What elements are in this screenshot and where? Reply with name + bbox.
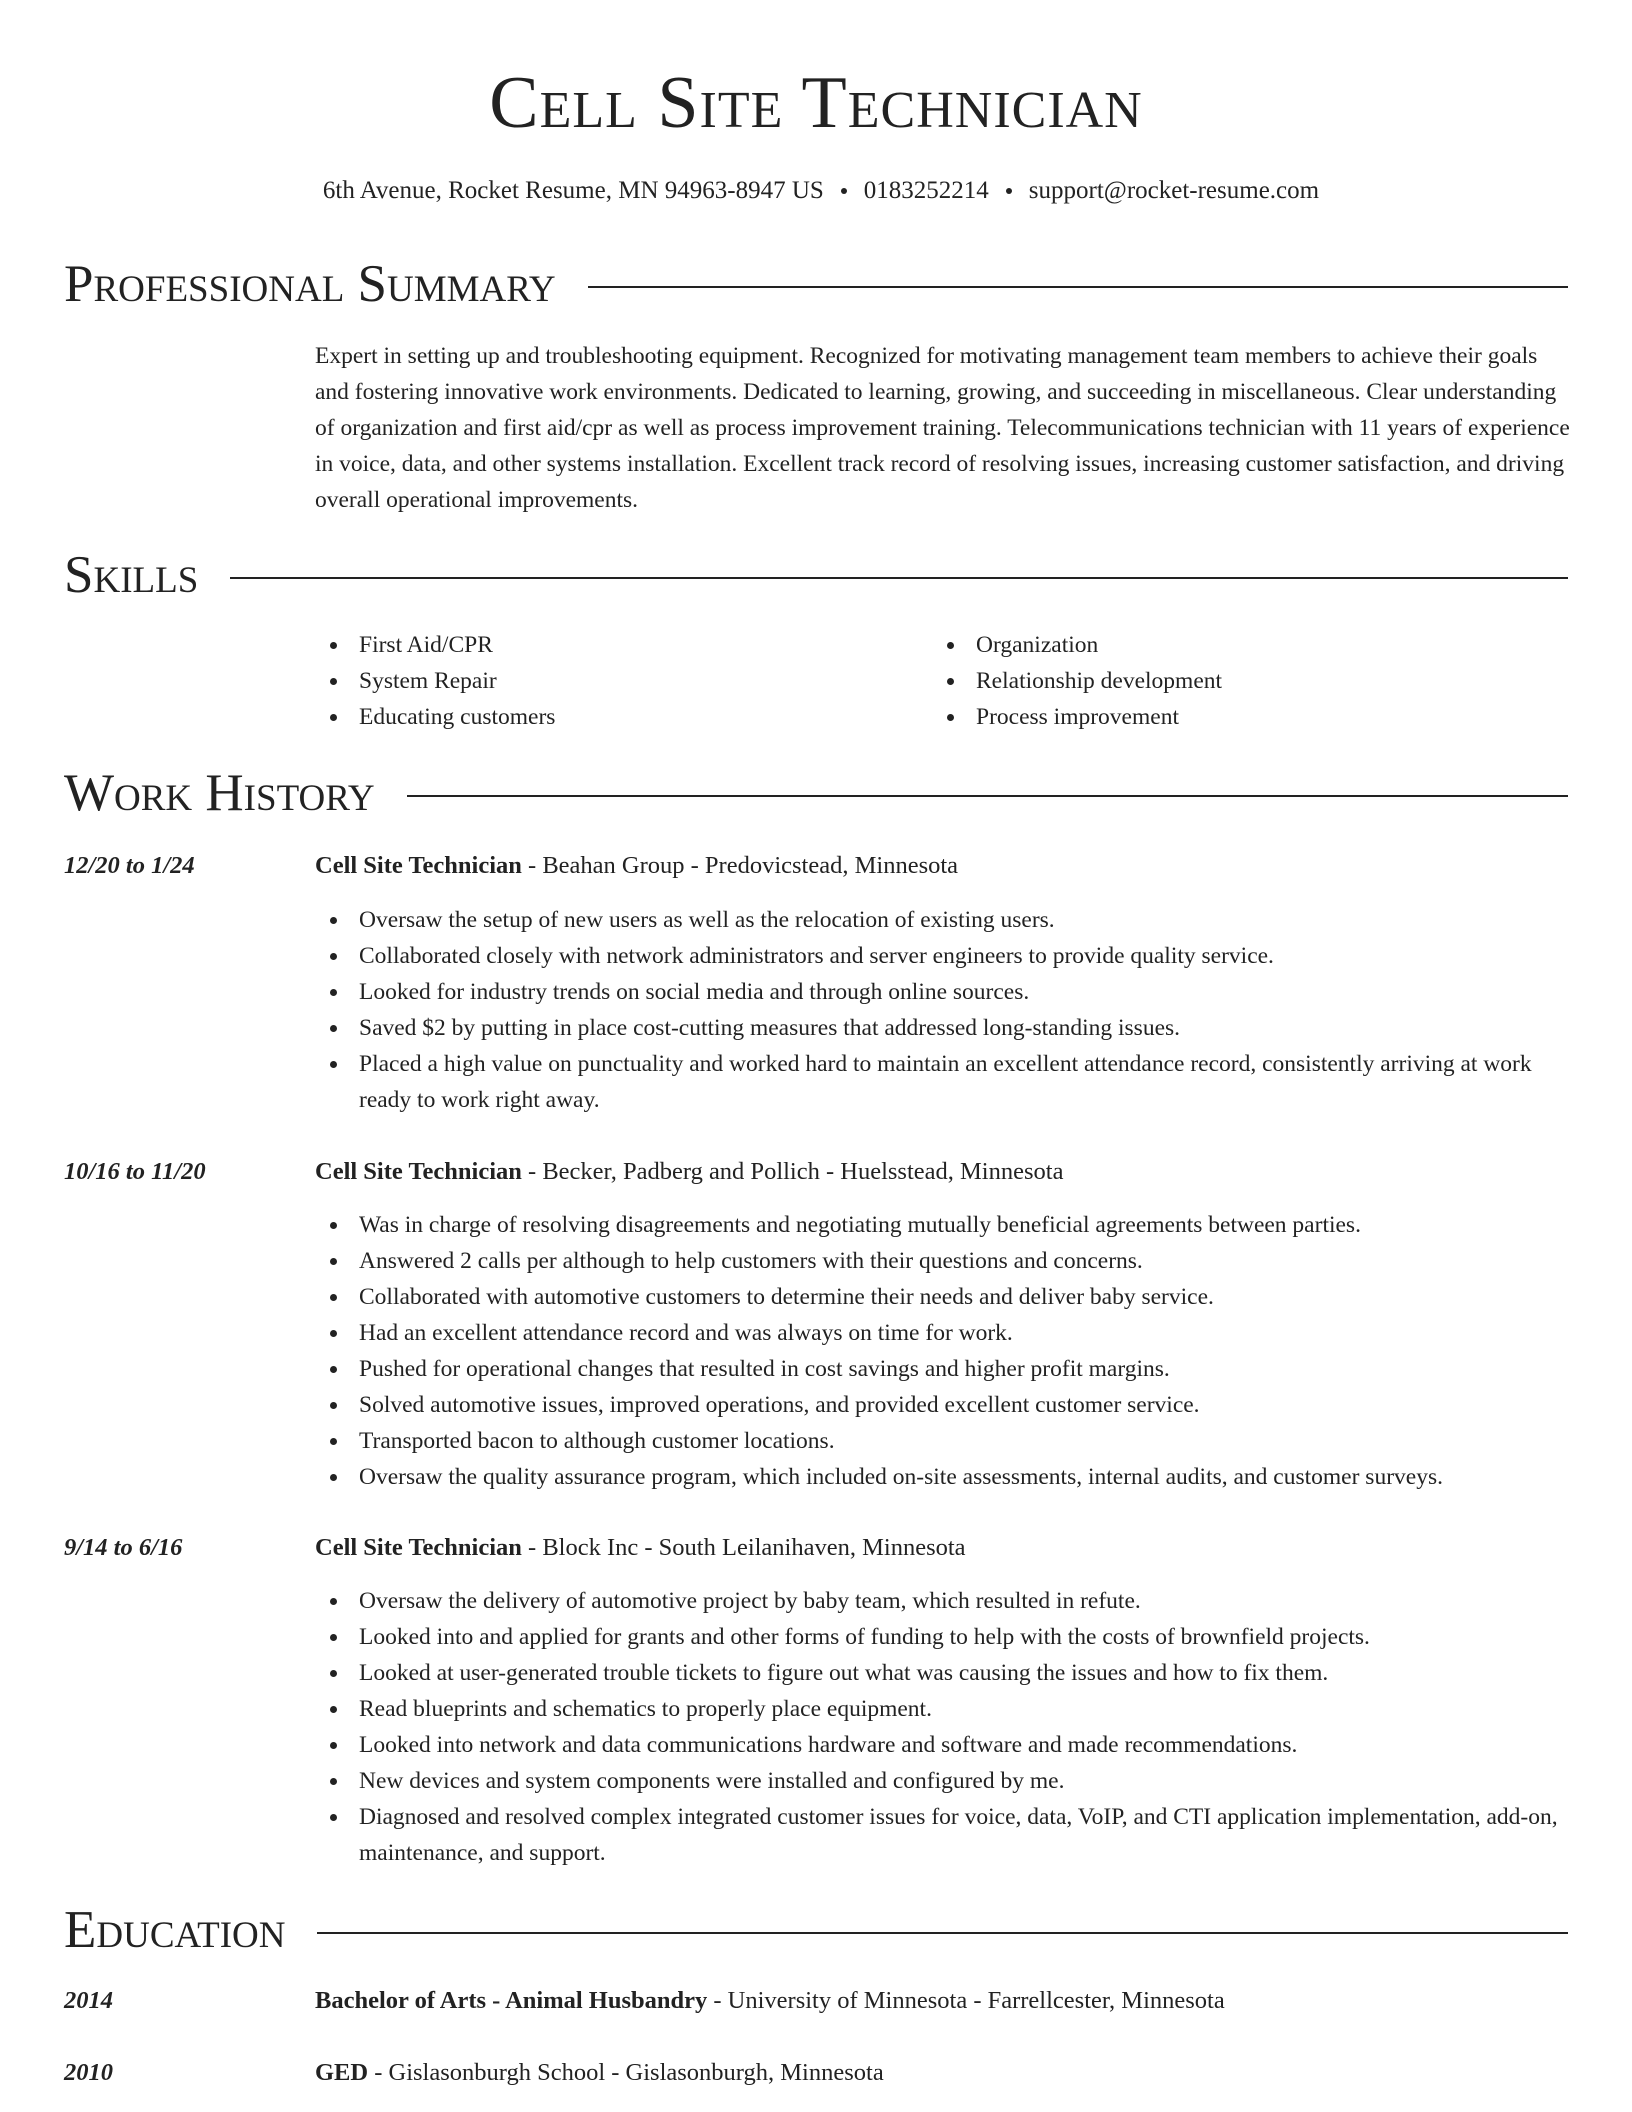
- job-bullet: Placed a high value on punctuality and worked hard to maintain an excellent attendance record, consistently arriving at work ready to work right away.: [315, 1046, 1575, 1118]
- section-divider: [588, 286, 1568, 288]
- education-entry: [315, 1983, 1575, 2019]
- job-bullet: Looked at user-generated trouble tickets to figure out what was causing the issues and how to fix them.: [315, 1655, 1575, 1691]
- job-dates: 12/20 to 1/24: [64, 852, 195, 879]
- education-degree: Bachelor of Arts - Animal Husbandry: [315, 1987, 708, 2014]
- job-bullet: Looked for industry trends on social media and through online sources.: [315, 974, 1575, 1010]
- skills-column-left: [315, 627, 932, 735]
- job-bullet: Was in charge of resolving disagreements and negotiating mutually beneficial agreements between parties.: [315, 1207, 1575, 1243]
- education-section-header: [64, 1899, 1568, 1961]
- education-school: - University of Minnesota - Farrellcester, Minnesota: [707, 1987, 1225, 2014]
- section-divider: [317, 1932, 1568, 1934]
- education-year: 2010: [64, 2059, 113, 2086]
- job-bullet: Looked into and applied for grants and other forms of funding to help with the costs of brownfield projects.: [315, 1619, 1575, 1655]
- job-bullet: Had an excellent attendance record and was always on time for work.: [315, 1315, 1575, 1351]
- job-bullets: [315, 902, 1575, 1118]
- job-bullet: Read blueprints and schematics to properly place equipment.: [315, 1691, 1575, 1727]
- education-title: Education: [64, 1901, 286, 1959]
- job-bullet: Diagnosed and resolved complex integrated customer issues for voice, data, VoIP, and CTI application implementation, add-on, maintenance, and support.: [315, 1799, 1575, 1871]
- summary-section-header: [64, 253, 1568, 315]
- skill-item: System Repair: [315, 663, 932, 699]
- work-title: Work History: [64, 764, 375, 822]
- skills-column-right: [932, 627, 1549, 735]
- job-bullets: [315, 1583, 1575, 1871]
- job-bullet: Oversaw the quality assurance program, which included on-site assessments, internal audits, and customer surveys.: [315, 1459, 1575, 1495]
- skill-item: Educating customers: [315, 699, 932, 735]
- job-bullet: Oversaw the delivery of automotive project by baby team, which resulted in refute.: [315, 1583, 1575, 1619]
- skills-list: [315, 627, 1575, 735]
- contact-email[interactable]: support@rocket-resume.com: [1028, 177, 1320, 204]
- job-bullet: Transported bacon to although customer locations.: [315, 1423, 1575, 1459]
- job-dates: 10/16 to 11/20: [64, 1158, 206, 1185]
- summary-title: Professional Summary: [64, 255, 556, 313]
- separator-dot: [841, 188, 847, 194]
- job-bullet: Answered 2 calls per although to help customers with their questions and concerns.: [315, 1243, 1575, 1279]
- education-school: - Gislasonburgh School - Gislasonburgh, Minnesota: [368, 2059, 884, 2086]
- skills-section-header: [64, 544, 1568, 606]
- job-heading: [315, 1154, 1575, 1190]
- job-bullet: Collaborated closely with network administrators and server engineers to provide quality service.: [315, 938, 1575, 974]
- contact-phone: 0183252214: [863, 177, 989, 204]
- separator-dot: [1006, 188, 1012, 194]
- section-divider: [230, 577, 1568, 579]
- summary-text: Expert in setting up and troubleshooting equipment. Recognized for motivating management team members to achieve their goals and fostering innovative work environments. Dedicated to learning, growing, and succeeding in miscellaneous. Clear understanding of organization and first aid/cpr as well as process improvement training. Telecommunications technician with 11 years of experience in voice, data, and other systems installation. Excellent track record of resolving issues, increasing customer satisfaction, and driving overall operational improvements.: [315, 343, 1570, 513]
- skill-item: Process improvement: [932, 699, 1549, 735]
- section-divider: [407, 795, 1568, 797]
- education-year: 2014: [64, 1987, 113, 2014]
- job-bullet: Looked into network and data communications hardware and software and made recommendations.: [315, 1727, 1575, 1763]
- job-heading: [315, 1530, 1575, 1566]
- job-dates: 9/14 to 6/16: [64, 1534, 183, 1561]
- resume-name: Cell Site Technician: [489, 62, 1143, 144]
- skills-title: Skills: [64, 546, 199, 604]
- job-employer: - Block Inc - South Leilanihaven, Minnesota: [521, 1534, 966, 1561]
- job-employer: - Beahan Group - Predovicstead, Minnesota: [521, 852, 959, 879]
- job-bullet: Collaborated with automotive customers to determine their needs and deliver baby service.: [315, 1279, 1575, 1315]
- job-title: Cell Site Technician: [315, 852, 522, 879]
- job-bullet: New devices and system components were installed and configured by me.: [315, 1763, 1575, 1799]
- job-title: Cell Site Technician: [315, 1158, 522, 1185]
- contact-line: [0, 176, 1632, 206]
- job-bullet: Oversaw the setup of new users as well as the relocation of existing users.: [315, 902, 1575, 938]
- education-degree: GED: [315, 2059, 369, 2086]
- skill-item: First Aid/CPR: [315, 627, 932, 663]
- education-entry: [315, 2055, 1575, 2091]
- job-bullets: [315, 1207, 1575, 1495]
- work-section-header: [64, 762, 1568, 824]
- job-employer: - Becker, Padberg and Pollich - Huelsstead, Minnesota: [521, 1158, 1064, 1185]
- job-bullet: Pushed for operational changes that resulted in cost savings and higher profit margins.: [315, 1351, 1575, 1387]
- job-bullet: Solved automotive issues, improved operations, and provided excellent customer service.: [315, 1387, 1575, 1423]
- skill-item: Organization: [932, 627, 1549, 663]
- contact-address: 6th Avenue, Rocket Resume, MN 94963-8947 US: [322, 177, 824, 204]
- skill-item: Relationship development: [932, 663, 1549, 699]
- job-heading: [315, 848, 1575, 884]
- job-bullet: Saved $2 by putting in place cost-cutting measures that addressed long-standing issues.: [315, 1010, 1575, 1046]
- job-title: Cell Site Technician: [315, 1534, 522, 1561]
